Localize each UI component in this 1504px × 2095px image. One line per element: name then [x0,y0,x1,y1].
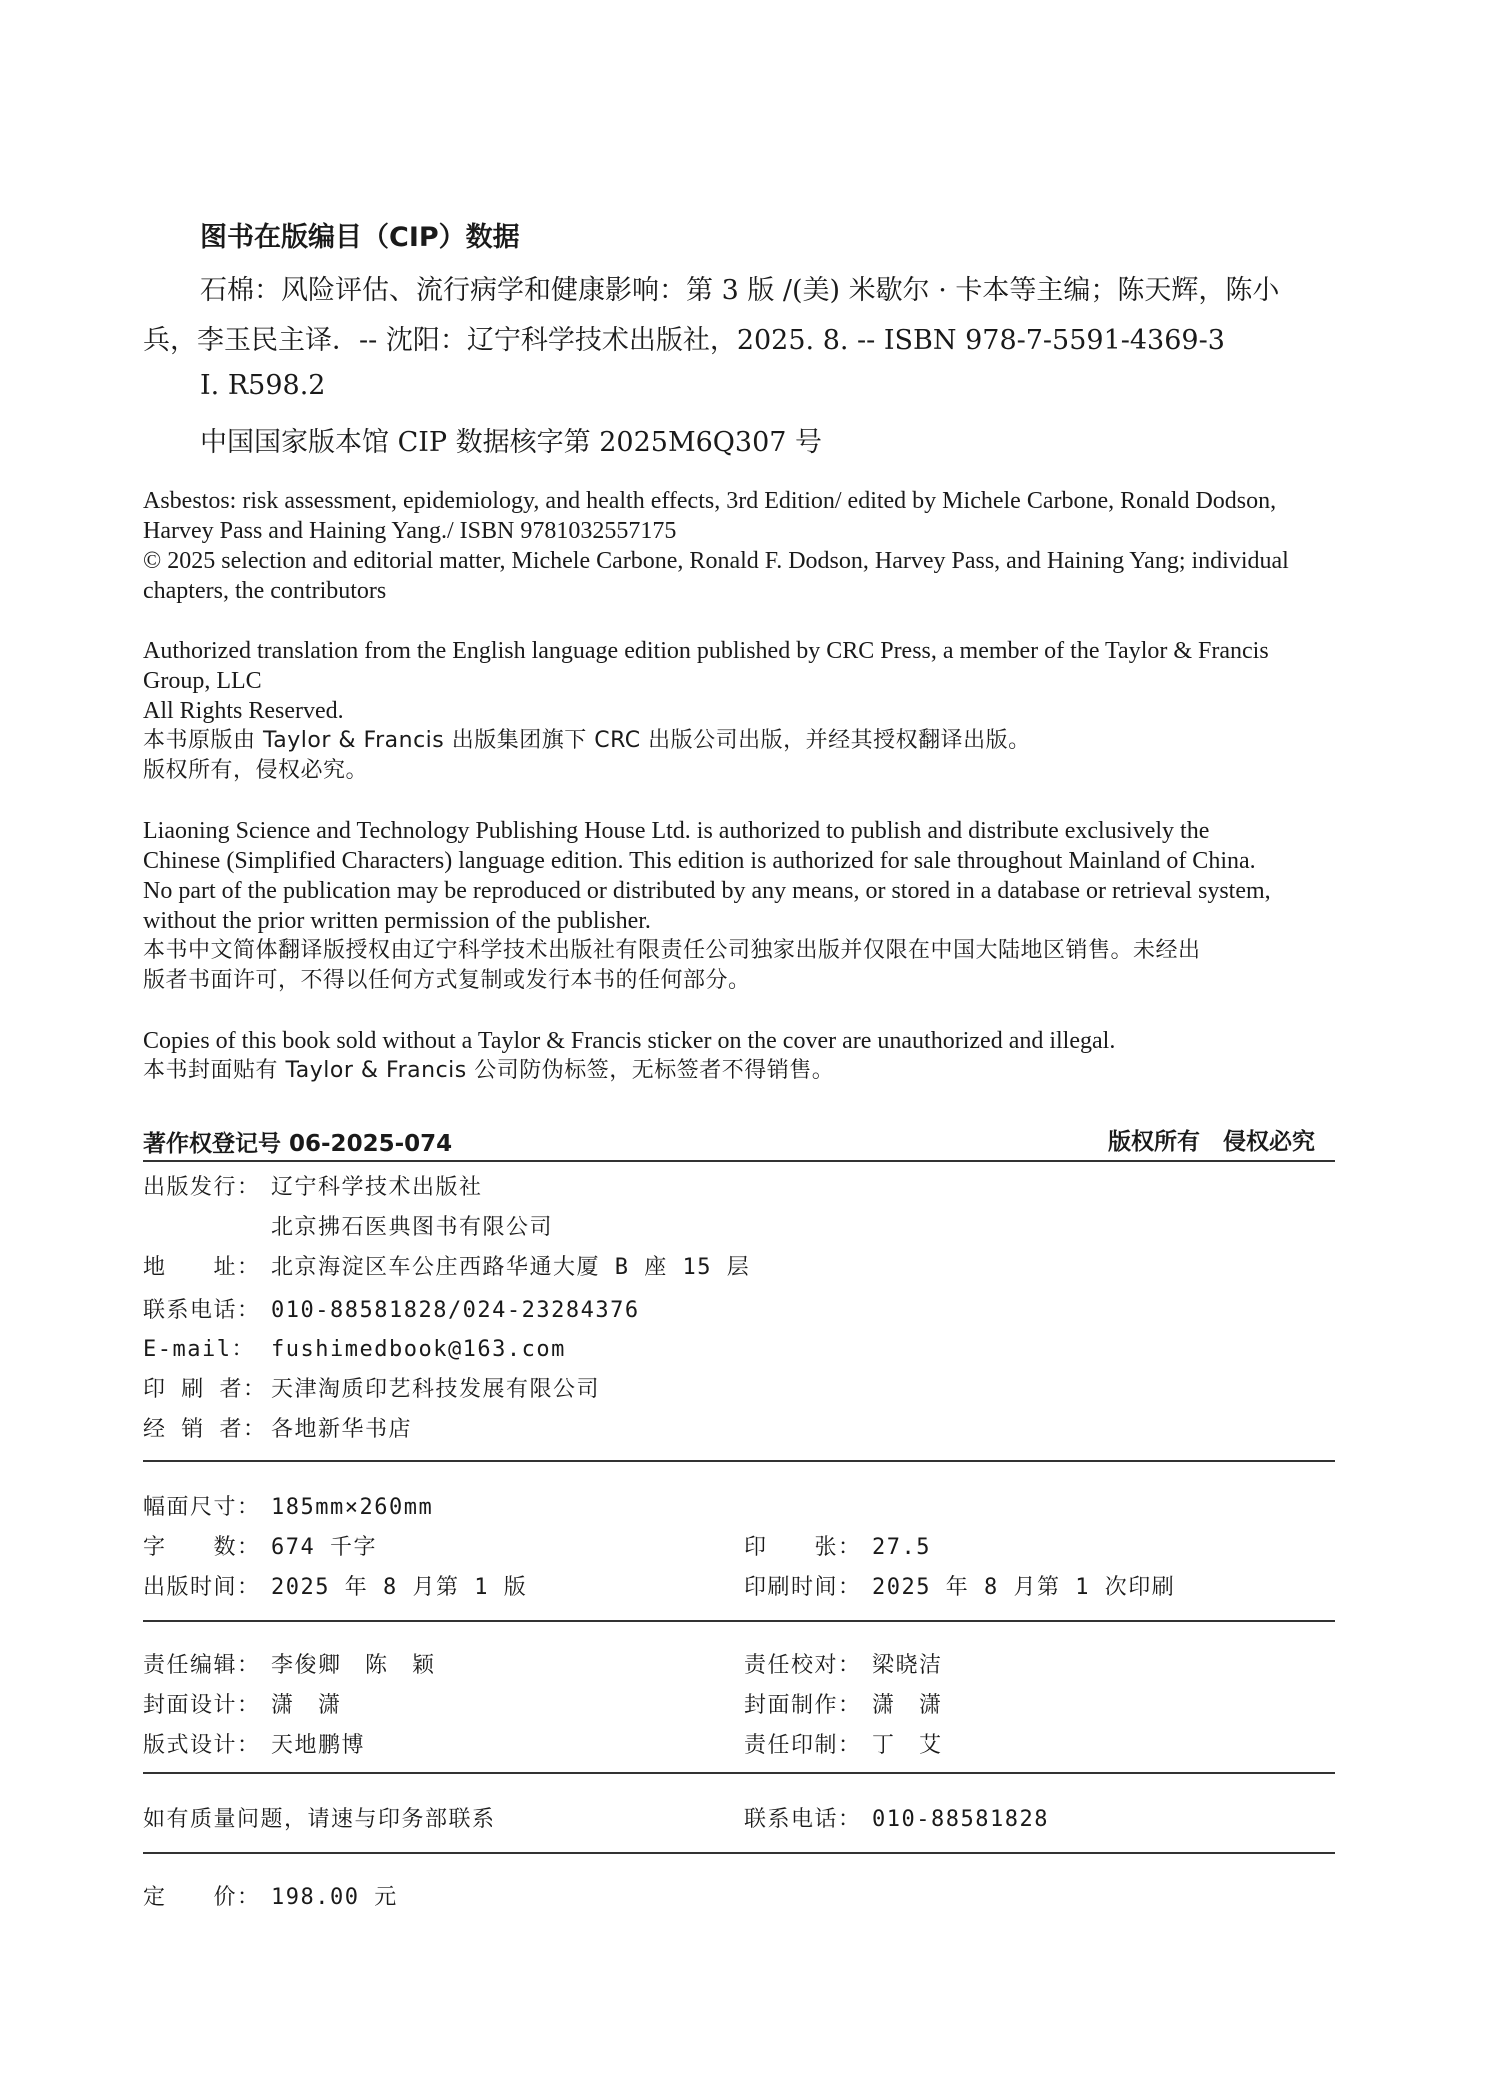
sticker-line-zh: 本书封面贴有 Taylor & Francis 公司防伪标签，无标签者不得销售。 [143,1058,835,1083]
proofreader-row [744,1648,943,1679]
field-label: 责任校对： [744,1653,862,1678]
authorization-line: Group, LLC [143,668,262,694]
field-value: 674 千字 [271,1535,377,1560]
field-value: 梁晓洁 [872,1653,943,1678]
field-label: E-mail： [143,1337,255,1362]
field-value: 010-88581828 [872,1807,1049,1832]
publisher-row-2 [271,1210,553,1241]
english-bib-block [143,486,1335,606]
license-line: Liaoning Science and Technology Publishing House Ltd. is authorized to publish and distribute exclusively the [143,818,1210,844]
printing-time-row [744,1570,1175,1601]
field-value: 185mm×260mm [271,1495,434,1520]
divider [143,1772,1335,1774]
cip-title-line: 石棉：风险评估、流行病学和健康影响：第 3 版 /(美) 米歇尔 · 卡本等主编；陈天辉，陈小 [200,275,1280,306]
cip-heading: 图书在版编目（CIP）数据 [200,222,520,253]
address-row [143,1250,750,1281]
field-value: 北京海淀区车公庄西路华通大厦 B 座 15 层 [271,1255,751,1280]
print-responsible-row [744,1728,943,1759]
distributor-row [143,1412,412,1443]
field-label: 出版发行： [143,1175,261,1200]
field-label: 版式设计： [143,1733,261,1758]
field-label: 责任编辑： [143,1653,261,1678]
cip-record-number: 中国国家版本馆 CIP 数据核字第 2025M6Q307 号 [200,427,823,458]
field-label: 印 张： [744,1535,862,1560]
field-label: 联系电话： [744,1807,862,1832]
field-value: 27.5 [872,1535,931,1560]
quality-contact-note: 如有质量问题，请速与印务部联系 [143,1807,496,1832]
print-sheets-row [744,1530,931,1561]
divider [143,1160,1335,1162]
license-line: Chinese (Simplified Characters) language edition. This edition is authorized for sale throughout Mainland of China. [143,848,1256,874]
field-value: 天津淘质印艺科技发展有限公司 [271,1377,601,1402]
field-label: 封面设计： [143,1693,261,1718]
layout-design-row [143,1728,365,1759]
sticker-block [143,1026,1335,1086]
quality-phone-row [744,1802,1049,1833]
field-value: 2025 年 8 月第 1 版 [271,1575,528,1600]
english-bib-line: Harvey Pass and Haining Yang./ ISBN 9781032557175 [143,518,677,544]
authorization-line-zh: 版权所有，侵权必究。 [143,758,369,783]
field-label: 印刷时间： [744,1575,862,1600]
field-label: 封面制作： [744,1693,862,1718]
license-line: No part of the publication may be reproduced or distributed by any means, or stored in a database or retrieval system, [143,878,1271,904]
publisher-row [143,1170,483,1201]
field-label: 字 数： [143,1535,261,1560]
field-label: 出版时间： [143,1575,261,1600]
sticker-line: Copies of this book sold without a Taylor & Francis sticker on the cover are unauthorized and illegal. [143,1028,1116,1054]
field-label: 印 刷 者： [143,1377,267,1402]
divider [143,1620,1335,1622]
authorization-line: All Rights Reserved. [143,698,344,724]
english-bib-line: chapters, the contributors [143,578,387,604]
divider [143,1460,1335,1462]
field-value: 潇 潇 [271,1693,342,1718]
phone-row [143,1293,640,1324]
field-value: 天地鹏博 [271,1733,366,1758]
authorization-line-zh: 本书原版由 Taylor & Francis 出版集团旗下 CRC 出版公司出版，并经其授权翻译出版。 [143,728,1031,753]
field-label: 经 销 者： [143,1417,267,1442]
field-value: 丁 艾 [872,1733,943,1758]
field-label: 责任印制： [744,1733,862,1758]
field-label: 联系电话： [143,1298,261,1323]
field-label: 地 址： [143,1255,261,1280]
cip-classification: Ⅰ. R598.2 [200,370,326,401]
cover-production-row [744,1688,943,1719]
english-bib-line: © 2025 selection and editorial matter, Michele Carbone, Ronald F. Dodson, Harvey Pass, and Haining Yang; individual [143,548,1289,574]
english-bib-line: Asbestos: risk assessment, epidemiology, and health effects, 3rd Edition/ edited by Michele Carbone, Ronald Dodson, [143,488,1277,514]
cover-design-row [143,1688,342,1719]
field-value: 李俊卿 陈 颖 [271,1653,436,1678]
authorization-block [143,636,1335,786]
publication-time-row [143,1570,527,1601]
divider [143,1852,1335,1854]
field-value: 010-88581828/024-23284376 [271,1298,640,1323]
email-row [143,1332,566,1363]
cip-title-line-cont: 兵，李玉民主译．-- 沈阳：辽宁科学技术出版社，2025. 8. -- ISBN 978-7-5591-4369-3 [143,325,1225,356]
printer-row [143,1372,600,1403]
field-value: fushimedbook@163.com [271,1337,566,1362]
license-line: without the prior written permission of the publisher. [143,908,651,934]
license-line-zh: 版者书面许可，不得以任何方式复制或发行本书的任何部分。 [143,968,751,993]
all-rights-reserved: 版权所有 侵权必究 [1108,1129,1315,1155]
word-count-row [143,1530,377,1561]
field-value: 2025 年 8 月第 1 次印刷 [872,1575,1176,1600]
field-label: 定 价： [143,1885,261,1910]
field-value: 辽宁科学技术出版社 [271,1175,483,1200]
license-line-zh: 本书中文简体翻译版授权由辽宁科学技术出版社有限责任公司独家出版并仅限在中国大陆地区销售。未经出 [143,938,1201,963]
price-row [143,1880,398,1911]
format-size-row [143,1490,433,1521]
field-label: 幅面尺寸： [143,1495,261,1520]
copyright-registration-number: 著作权登记号 06-2025-074 [143,1131,453,1157]
field-value: 潇 潇 [872,1693,943,1718]
editor-row [143,1648,436,1679]
price-value: 198.00 元 [271,1885,398,1910]
license-block [143,816,1335,996]
field-value: 北京拂石医典图书有限公司 [271,1215,554,1240]
authorization-line: Authorized translation from the English language edition published by CRC Press, a member of the Taylor & Francis [143,638,1269,664]
field-value: 各地新华书店 [271,1417,413,1442]
